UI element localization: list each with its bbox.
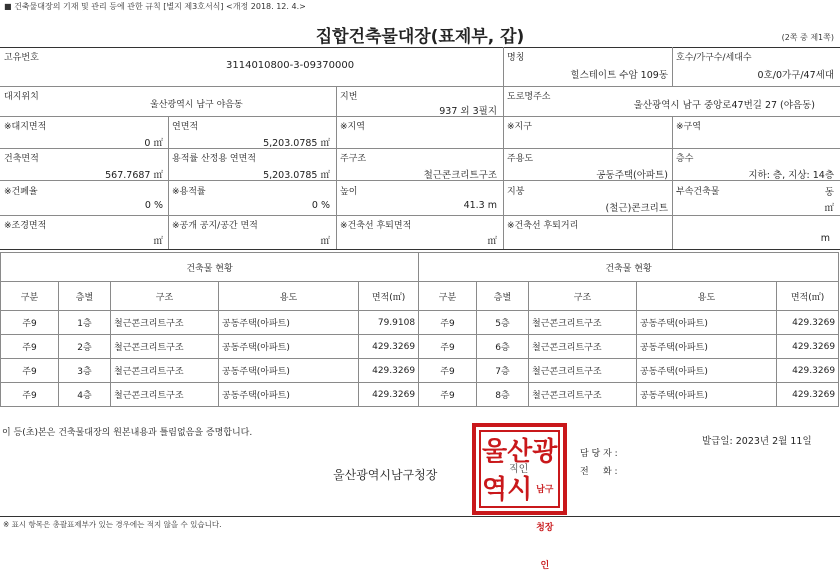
height-value: 41.3 m	[463, 200, 497, 211]
site-label: 대지위치	[4, 92, 39, 102]
table-row	[1, 335, 419, 359]
site-value: 울산광역시 남구 야음동	[150, 100, 243, 110]
building-status-table-left	[0, 252, 419, 407]
building-area: 567.7687 ㎡	[105, 170, 163, 181]
landscape-value: ㎡	[153, 236, 163, 247]
zone-label: ※지역	[340, 122, 365, 132]
open-space-label: ※공개 공지/공간 면적	[172, 221, 258, 231]
cell-area: 429.3269	[359, 359, 419, 383]
col-header: 층별	[59, 282, 111, 311]
total-area-label: 연면적	[172, 122, 199, 132]
district-label: ※지구	[507, 122, 532, 132]
cell-area: 429.3269	[777, 311, 839, 335]
height-label: 높이	[340, 187, 358, 197]
cell-use: 공동주택(아파트)	[637, 335, 777, 359]
col-header: 용도	[219, 282, 359, 311]
total-area: 5,203.0785 ㎡	[263, 138, 330, 149]
cell-category: 주9	[419, 359, 477, 383]
floors-label: 층수	[676, 154, 694, 164]
structure-label: 주구조	[340, 154, 367, 164]
bottom-note: ※ 표시 항목은 총괄표제부가 있는 경우에는 적지 않을 수 있습니다.	[3, 520, 222, 529]
units-value: 0호/0가구/47세대	[757, 70, 834, 81]
col-header: 용도	[637, 282, 777, 311]
name-label: 명칭	[507, 53, 525, 63]
cell-structure: 철근콘크리트구조	[111, 383, 219, 407]
building-name: 힐스테이트 수암 109동	[570, 70, 668, 81]
cell-structure: 철근콘크리트구조	[529, 311, 637, 335]
cell-structure: 철근콘크리트구조	[529, 383, 637, 407]
issue-date: 발급일: 2023년 2월 11일	[702, 436, 812, 447]
col-header: 구조	[529, 282, 637, 311]
col-header: 면적(㎡)	[777, 282, 839, 311]
table-row	[1, 383, 419, 407]
stamp-char: 역	[482, 475, 508, 505]
cell-floor: 4층	[59, 383, 111, 407]
roof-value: (철근)콘크리트	[605, 203, 668, 214]
cell-use: 공동주택(아파트)	[219, 335, 359, 359]
setback-area-label: ※건축선 후퇴면적	[340, 221, 412, 231]
far-area: 5,203.0785 ㎡	[263, 170, 330, 181]
col-header: 구분	[419, 282, 477, 311]
cell-floor: 8층	[477, 383, 529, 407]
manager-label: 담 당 자 :	[580, 449, 618, 459]
building-status-table-right	[418, 252, 839, 407]
cell-category: 주9	[419, 311, 477, 335]
cell-floor: 7층	[477, 359, 529, 383]
cell-structure: 철근콘크리트구조	[529, 359, 637, 383]
land-area: 0 ㎡	[144, 138, 163, 149]
cell-floor: 3층	[59, 359, 111, 383]
setback-dist-label: ※건축선 후퇴거리	[507, 221, 579, 231]
setback-area-value: ㎡	[487, 236, 497, 247]
road-label: 도로명주소	[507, 92, 551, 102]
table-row	[419, 383, 839, 407]
far-label: ※용적률	[172, 187, 206, 197]
lot-value: 937 외 3필지	[439, 106, 497, 117]
col-header: 구조	[111, 282, 219, 311]
cell-category: 주9	[419, 335, 477, 359]
cell-category: 주9	[1, 359, 59, 383]
cell-use: 공동주택(아파트)	[637, 359, 777, 383]
lot-label: 지번	[340, 92, 358, 102]
stamp-char: 울	[482, 437, 508, 467]
status-title-right: 건축물 현황	[419, 253, 839, 282]
landscape-label: ※조경면적	[4, 221, 47, 231]
cell-structure: 철근콘크리트구조	[111, 335, 219, 359]
stamp-char: 시	[507, 475, 533, 505]
cell-floor: 2층	[59, 335, 111, 359]
cell-area: 79.9108	[359, 311, 419, 335]
setback-dist-value: m	[820, 233, 830, 244]
cell-area: 429.3269	[359, 335, 419, 359]
far-area-label: 용적률 산정용 연면적	[172, 154, 256, 164]
units-label: 호수/가구수/세대수	[676, 53, 752, 63]
col-header: 층별	[477, 282, 529, 311]
cell-area: 429.3269	[359, 383, 419, 407]
cell-structure: 철근콘크리트구조	[111, 311, 219, 335]
page-info: (2쪽 중 제1쪽)	[781, 33, 834, 42]
stamp-char: 남구청장인	[536, 485, 554, 571]
cell-category: 주9	[1, 335, 59, 359]
land-area-label: ※대지면적	[4, 122, 47, 132]
far-value: 0 %	[311, 200, 330, 211]
building-area-label: 건축면적	[4, 154, 39, 164]
status-title-left: 건축물 현황	[1, 253, 419, 282]
cell-use: 공동주택(아파트)	[219, 311, 359, 335]
phone-label: 전 화 :	[580, 467, 618, 477]
seal-label: 직인	[509, 464, 529, 475]
annex-area: ㎡	[824, 203, 834, 214]
table-row	[1, 311, 419, 335]
cell-category: 주9	[1, 311, 59, 335]
cell-use: 공동주택(아파트)	[219, 383, 359, 407]
cell-floor: 6층	[477, 335, 529, 359]
col-header: 면적(㎡)	[359, 282, 419, 311]
bcr-value: 0 %	[144, 200, 163, 211]
unique-no-label: 고유번호	[4, 53, 39, 63]
table-row	[419, 335, 839, 359]
cell-floor: 1층	[59, 311, 111, 335]
cell-use: 공동주택(아파트)	[219, 359, 359, 383]
table-row	[1, 359, 419, 383]
cell-area: 429.3269	[777, 335, 839, 359]
bcr-label: ※건폐율	[4, 187, 38, 197]
unique-no: 3114010800-3-09370000	[226, 60, 355, 71]
legal-note: ■ 건축물대장의 기재 및 관리 등에 관한 규칙 [별지 제3호서식] <개정 2018. 12. 4.>	[4, 2, 306, 11]
cell-area: 429.3269	[777, 359, 839, 383]
cell-area: 429.3269	[777, 383, 839, 407]
certify-text: 이 등(초)본은 건축물대장의 원본내용과 틀림없음을 증명합니다.	[2, 428, 253, 438]
stamp-char: 광	[532, 437, 558, 467]
annex-label: 부속건축물	[676, 187, 720, 197]
cell-category: 주9	[419, 383, 477, 407]
use-value: 공동주택(아파트)	[596, 170, 668, 181]
col-header: 구분	[1, 282, 59, 311]
road-address: 울산광역시 남구 중앙로47번길 27 (야음동)	[633, 100, 815, 111]
structure-value: 철근콘크리트구조	[423, 170, 497, 181]
cell-structure: 철근콘크리트구조	[111, 359, 219, 383]
cell-use: 공동주택(아파트)	[637, 311, 777, 335]
table-row	[419, 359, 839, 383]
annex-count: 동	[824, 187, 834, 198]
cell-use: 공동주택(아파트)	[637, 383, 777, 407]
cell-category: 주9	[1, 383, 59, 407]
table-row	[419, 311, 839, 335]
use-label: 주용도	[507, 154, 534, 164]
stamp-char: 산	[507, 437, 533, 467]
cell-structure: 철근콘크리트구조	[529, 335, 637, 359]
zone2-label: ※구역	[676, 122, 701, 132]
page-title: 집합건축물대장(표제부, 갑)	[315, 27, 525, 47]
floors-value: 지하: 층, 지상: 14층	[748, 170, 834, 181]
roof-label: 지붕	[507, 187, 525, 197]
open-space-value: ㎡	[320, 236, 330, 247]
cell-floor: 5층	[477, 311, 529, 335]
issuer-name: 울산광역시남구청장	[333, 468, 438, 482]
